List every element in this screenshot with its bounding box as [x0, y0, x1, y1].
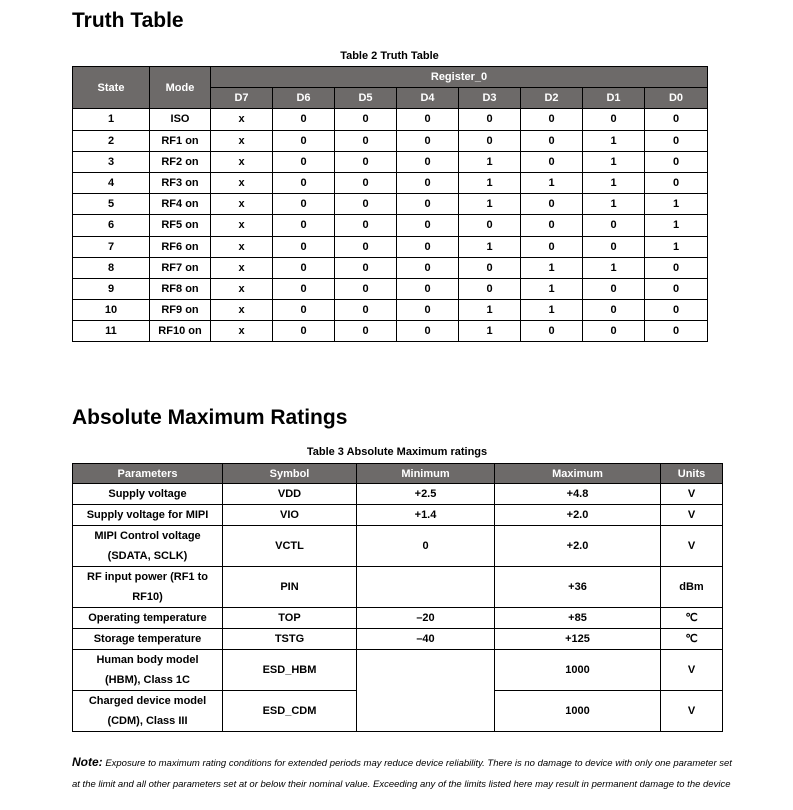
symbol-cell: ESD_HBM [223, 650, 357, 691]
bit-cell: 0 [397, 130, 459, 151]
bit-cell: 0 [273, 321, 335, 342]
bit-cell: 1 [521, 172, 583, 193]
state-cell: 11 [73, 321, 150, 342]
truth-table [72, 66, 708, 342]
bit-cell: 0 [521, 130, 583, 151]
bit-cell: 0 [273, 300, 335, 321]
header-bit: D0 [645, 88, 708, 109]
param-line: RF input power (RF1 to [87, 571, 208, 583]
min-cell: 0 [357, 526, 495, 567]
column-header: Minimum [357, 464, 495, 484]
bit-cell: 0 [459, 257, 521, 278]
table-row [73, 130, 708, 151]
bit-cell: 1 [459, 172, 521, 193]
header-bit: D5 [335, 88, 397, 109]
table-row [73, 194, 708, 215]
bit-cell: 0 [273, 109, 335, 130]
header-bit: D3 [459, 88, 521, 109]
bit-cell: 0 [459, 130, 521, 151]
min-cell [357, 567, 495, 608]
bit-cell: 0 [273, 278, 335, 299]
column-header: Parameters [73, 464, 223, 484]
bit-cell: 0 [583, 321, 645, 342]
mode-cell: RF1 on [150, 130, 211, 151]
max-cell: +2.0 [495, 526, 661, 567]
bit-cell: 0 [397, 109, 459, 130]
param-line: (SDATA, SCLK) [107, 550, 188, 562]
param-cell: Supply voltage [73, 484, 223, 505]
table-row [73, 215, 708, 236]
bit-cell: 0 [521, 151, 583, 172]
unit-cell: ℃ [661, 629, 723, 650]
max-cell: 1000 [495, 650, 661, 691]
ratings-table [72, 463, 723, 732]
param-line: (HBM), Class 1C [105, 674, 190, 686]
bit-cell: 0 [273, 194, 335, 215]
bit-cell: 1 [583, 257, 645, 278]
state-cell: 7 [73, 236, 150, 257]
column-header: Maximum [495, 464, 661, 484]
bit-cell: 1 [645, 236, 708, 257]
bit-cell: 0 [335, 257, 397, 278]
header-bit: D7 [211, 88, 273, 109]
mode-cell: RF9 on [150, 300, 211, 321]
bit-cell: 0 [397, 194, 459, 215]
unit-cell: ℃ [661, 608, 723, 629]
bit-cell: 0 [397, 321, 459, 342]
ratings-heading: Absolute Maximum Ratings [72, 406, 348, 429]
bit-cell: 0 [335, 109, 397, 130]
bit-cell: 0 [397, 257, 459, 278]
unit-cell: V [661, 505, 723, 526]
ratings-caption: Table 3 Absolute Maximum ratings [306, 446, 488, 458]
bit-cell: 0 [273, 130, 335, 151]
header-bit: D6 [273, 88, 335, 109]
state-cell: 4 [73, 172, 150, 193]
bit-cell: 0 [645, 278, 708, 299]
bit-cell: 1 [583, 130, 645, 151]
header-bit: D2 [521, 88, 583, 109]
symbol-cell: VIO [223, 505, 357, 526]
param-line: (CDM), Class III [107, 715, 188, 727]
max-cell: +85 [495, 608, 661, 629]
unit-cell: dBm [661, 567, 723, 608]
header-bit: D1 [583, 88, 645, 109]
param-line: RF10) [132, 591, 163, 603]
header-mode: Mode [150, 67, 211, 109]
param-cell [73, 526, 223, 567]
bit-cell: 1 [459, 321, 521, 342]
max-cell: +36 [495, 567, 661, 608]
bit-cell: x [211, 278, 273, 299]
bit-cell: x [211, 130, 273, 151]
header-bit: D4 [397, 88, 459, 109]
bit-cell: 0 [397, 151, 459, 172]
bit-cell: 0 [335, 172, 397, 193]
bit-cell: 0 [335, 194, 397, 215]
bit-cell: x [211, 194, 273, 215]
unit-cell: V [661, 691, 723, 732]
table-row [73, 321, 708, 342]
table-row [73, 526, 723, 567]
bit-cell: 1 [583, 151, 645, 172]
bit-cell: 0 [335, 215, 397, 236]
bit-cell: 1 [645, 215, 708, 236]
mode-cell: RF6 on [150, 236, 211, 257]
bit-cell: x [211, 236, 273, 257]
bit-cell: 1 [521, 300, 583, 321]
table-row [73, 650, 723, 691]
bit-cell: 0 [273, 172, 335, 193]
min-cell: +1.4 [357, 505, 495, 526]
state-cell: 5 [73, 194, 150, 215]
bit-cell: 0 [335, 321, 397, 342]
min-cell: –40 [357, 629, 495, 650]
param-line: Human body model [96, 654, 199, 666]
bit-cell: 0 [645, 109, 708, 130]
bit-cell: 0 [645, 257, 708, 278]
param-cell: Storage temperature [73, 629, 223, 650]
bit-cell: 0 [583, 109, 645, 130]
unit-cell: V [661, 650, 723, 691]
unit-cell: V [661, 526, 723, 567]
bit-cell: 0 [397, 215, 459, 236]
table-row [73, 629, 723, 650]
param-line: MIPI Control voltage [94, 530, 201, 542]
bit-cell: 1 [521, 257, 583, 278]
bit-cell: 0 [583, 278, 645, 299]
note-label: Note: [72, 755, 103, 769]
table-row [73, 257, 708, 278]
bit-cell: x [211, 300, 273, 321]
max-cell: 1000 [495, 691, 661, 732]
bit-cell: 0 [645, 300, 708, 321]
max-cell: +4.8 [495, 484, 661, 505]
table-row [73, 278, 708, 299]
bit-cell: 0 [459, 278, 521, 299]
table-row [73, 484, 723, 505]
param-cell: Supply voltage for MIPI [73, 505, 223, 526]
bit-cell: 0 [273, 236, 335, 257]
bit-cell: 1 [459, 300, 521, 321]
table-row [73, 172, 708, 193]
bit-cell: 0 [645, 172, 708, 193]
bit-cell: 0 [459, 109, 521, 130]
param-cell [73, 650, 223, 691]
state-cell: 9 [73, 278, 150, 299]
truth-table-body [73, 109, 708, 342]
bit-cell: 0 [645, 151, 708, 172]
bit-cell: 0 [645, 130, 708, 151]
symbol-cell: TOP [223, 608, 357, 629]
bit-cell: 0 [273, 151, 335, 172]
bit-cell: 0 [583, 300, 645, 321]
bit-cell: x [211, 215, 273, 236]
bit-cell: x [211, 257, 273, 278]
mode-cell: RF5 on [150, 215, 211, 236]
truth-table-caption: Table 2 Truth Table [340, 50, 439, 62]
param-cell [73, 691, 223, 732]
header-state: State [73, 67, 150, 109]
bit-cell: 0 [335, 130, 397, 151]
mode-cell: RF8 on [150, 278, 211, 299]
min-cell-empty [357, 650, 495, 732]
note-paragraph [72, 752, 732, 795]
bit-cell: 0 [335, 236, 397, 257]
bit-cell: 0 [521, 236, 583, 257]
param-line: Charged device model [88, 695, 207, 707]
bit-cell: 0 [459, 215, 521, 236]
table-row [73, 151, 708, 172]
mode-cell: RF7 on [150, 257, 211, 278]
bit-cell: 0 [583, 215, 645, 236]
bit-cell: 0 [335, 151, 397, 172]
column-header: Units [661, 464, 723, 484]
max-cell: +2.0 [495, 505, 661, 526]
bit-cell: 0 [397, 278, 459, 299]
bit-cell: 0 [335, 300, 397, 321]
param-cell [73, 567, 223, 608]
table-row [73, 109, 708, 130]
table-row [73, 300, 708, 321]
bit-cell: x [211, 321, 273, 342]
state-cell: 2 [73, 130, 150, 151]
bit-cell: 1 [459, 151, 521, 172]
truth-table-heading: Truth Table [72, 9, 184, 32]
mode-cell: ISO [150, 109, 211, 130]
symbol-cell: VCTL [223, 526, 357, 567]
bit-cell: x [211, 151, 273, 172]
bit-cell: 0 [583, 236, 645, 257]
table-row [73, 608, 723, 629]
state-cell: 6 [73, 215, 150, 236]
bit-cell: 0 [273, 257, 335, 278]
column-header: Symbol [223, 464, 357, 484]
mode-cell: RF2 on [150, 151, 211, 172]
symbol-cell: VDD [223, 484, 357, 505]
param-cell: Operating temperature [73, 608, 223, 629]
min-cell: –20 [357, 608, 495, 629]
mode-cell: RF4 on [150, 194, 211, 215]
table-row [73, 567, 723, 608]
bit-cell: 0 [521, 194, 583, 215]
bit-cell: 1 [645, 194, 708, 215]
bit-cell: 0 [521, 321, 583, 342]
bit-cell: 0 [335, 278, 397, 299]
bit-cell: 0 [521, 109, 583, 130]
symbol-cell: ESD_CDM [223, 691, 357, 732]
bit-cell: 1 [521, 278, 583, 299]
bit-cell: 1 [583, 172, 645, 193]
mode-cell: RF10 on [150, 321, 211, 342]
symbol-cell: TSTG [223, 629, 357, 650]
min-cell: +2.5 [357, 484, 495, 505]
bit-cell: x [211, 172, 273, 193]
state-cell: 10 [73, 300, 150, 321]
bit-cell: 0 [397, 172, 459, 193]
state-cell: 8 [73, 257, 150, 278]
bit-cell: 1 [459, 194, 521, 215]
note-text: Exposure to maximum rating conditions for extended periods may reduce device reliability. There is no damage to device with only one parameter set at the limit and all other parameters set at or below their nominal value. Exceeding any of the limits listed here may result in permanent damage to the device [72, 758, 732, 790]
max-cell: +125 [495, 629, 661, 650]
bit-cell: 0 [397, 300, 459, 321]
table-row [73, 236, 708, 257]
bit-cell: 0 [645, 321, 708, 342]
bit-cell: 0 [521, 215, 583, 236]
bit-cell: 0 [397, 236, 459, 257]
state-cell: 3 [73, 151, 150, 172]
mode-cell: RF3 on [150, 172, 211, 193]
header-register: Register_0 [211, 67, 708, 88]
bit-cell: 0 [273, 215, 335, 236]
bit-cell: x [211, 109, 273, 130]
unit-cell: V [661, 484, 723, 505]
table-row [73, 505, 723, 526]
bit-cell: 1 [583, 194, 645, 215]
state-cell: 1 [73, 109, 150, 130]
symbol-cell: PIN [223, 567, 357, 608]
bit-cell: 1 [459, 236, 521, 257]
